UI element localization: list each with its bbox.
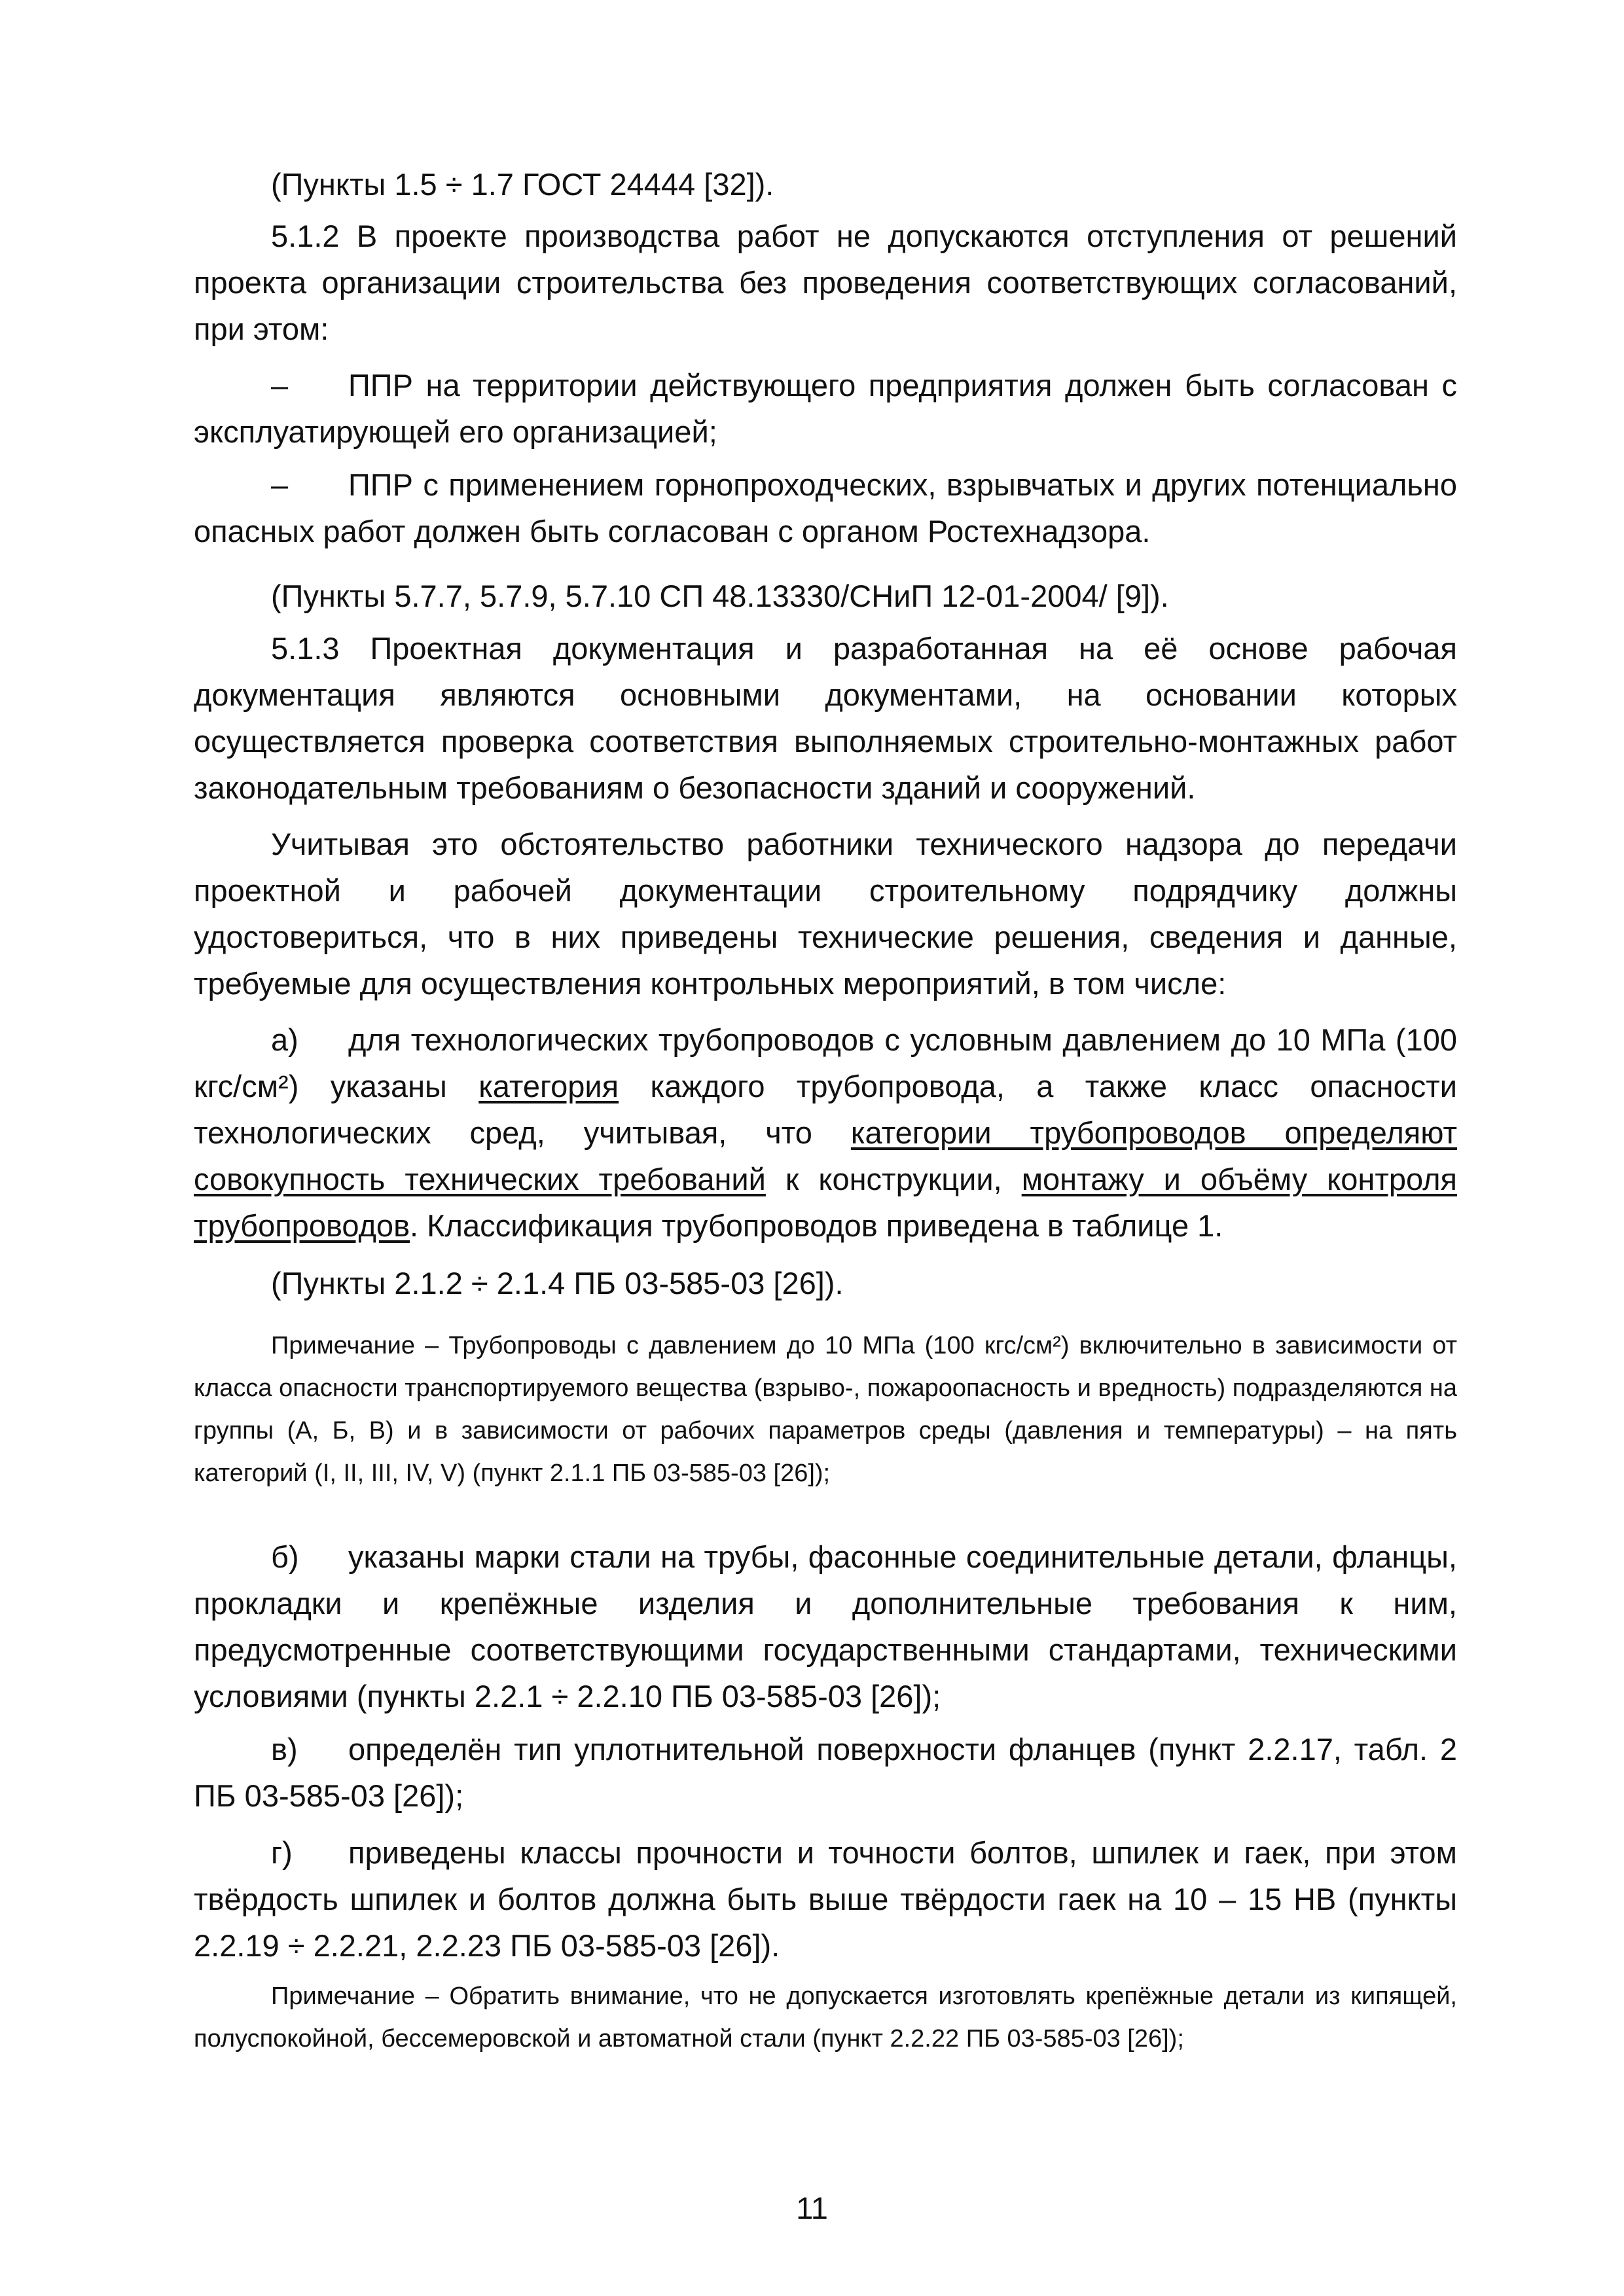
list-item-a-text-1: для технологических трубопроводов с условным давлением до 10 МПа (100 кгс/см²) указаны xyxy=(194,1022,1457,1103)
dash-item-text: ППР на территории действующего предприятия должен быть согласован с эксплуатирующей его организацией; xyxy=(194,368,1457,449)
paragraph-5-1-2: 5.1.2 В проекте производства работ не допускаются отступления от решений проекта организации строительства без проведения соответствующих согласований, при этом: xyxy=(194,219,1457,346)
reference-paragraph-1: (Пункты 1.5 ÷ 1.7 ГОСТ 24444 [32]). xyxy=(271,167,774,202)
note-1: Примечание – Трубопроводы с давлением до 10 МПа (100 кгс/см²) включительно в зависимости от класса опасности транспортируемого вещества (взрыво-, пожароопасность и вредность) подразделяются на группы (А, Б, В) и в зависимости от рабочих параметров среды (давления и температуры) – на пять категорий (I, II, III, IV, V) (пункт 2.1.1 ПБ 03-585-03 [26]); xyxy=(194,1332,1457,1487)
note-2: Примечание – Обратить внимание, что не допускается изготовлять крепёжные детали из кипящей, полуспокойной, бессемеровской и автоматной стали (пункт 2.2.22 ПБ 03-585-03 [26]); xyxy=(194,1982,1457,2053)
dash-marker: – xyxy=(271,467,289,502)
list-item-a xyxy=(194,1016,1457,1249)
dash-item-text: ППР с применением горнопроходческих, взрывчатых и других потенциально опасных работ должен быть согласован с органом Ростехнадзора. xyxy=(194,467,1457,548)
reference-paragraph-3: (Пункты 2.1.2 ÷ 2.1.4 ПБ 03-585-03 [26]). xyxy=(271,1266,844,1300)
list-item-b xyxy=(194,1534,1457,1719)
underlined-requirements: категории трубопроводов определяют совокупность технических требований xyxy=(194,1115,1457,1196)
list-marker-g: г) xyxy=(271,1835,293,1870)
page-number: 11 xyxy=(796,2191,828,2225)
reference-paragraph-2: (Пункты 5.7.7, 5.7.9, 5.7.10 СП 48.13330/СНиП 12-01-2004/ [9]). xyxy=(271,579,1169,613)
list-item-v xyxy=(194,1726,1457,1819)
list-item-a-text-3: к конструкции, xyxy=(765,1162,1022,1196)
underlined-category: категория xyxy=(478,1069,619,1103)
list-item-a-text-4: . Классификация трубопроводов приведена в таблице 1. xyxy=(410,1208,1223,1243)
paragraph-5-1-3: 5.1.3 Проектная документация и разработанная на её основе рабочая документация являются основными документами, на основании которых осуществляется проверка соответствия выполняемых строительно-монтажных работ законодательным требованиям о безопасности зданий и сооружений. xyxy=(194,631,1457,805)
list-item-g xyxy=(194,1829,1457,1969)
list-item-v-text: определён тип уплотнительной поверхности фланцев (пункт 2.2.17, табл. 2 ПБ 03-585-03 [26]); xyxy=(194,1732,1457,1813)
list-item-b-text: указаны марки стали на трубы, фасонные соединительные детали, фланцы, прокладки и крепёжные изделия и дополнительные требования к ним, предусмотренные соответствующими государственными стандартами, техническими условиями (пункты 2.2.1 ÷ 2.2.10 ПБ 03-585-03 [26]); xyxy=(194,1539,1457,1713)
dash-marker: – xyxy=(271,368,289,403)
list-marker-a: а) xyxy=(271,1022,298,1057)
list-item-g-text: приведены классы прочности и точности болтов, шпилек и гаек, при этом твёрдость шпилек и болтов должна быть выше твёрдости гаек на 10 – 15 НВ (пункты 2.2.19 ÷ 2.2.21, 2.2.23 ПБ 03-585-03 [26]). xyxy=(194,1835,1457,1963)
paragraph-considering: Учитывая это обстоятельство работники технического надзора до передачи проектной и рабочей документации строительному подрядчику должны удостовериться, что в них приведены технические решения, сведения и данные, требуемые для осуществления контрольных мероприятий, в том числе: xyxy=(194,827,1457,1001)
underlined-installation: монтажу и объёму контроля трубопроводов xyxy=(194,1162,1457,1243)
list-marker-v: в) xyxy=(271,1732,298,1767)
list-marker-b: б) xyxy=(271,1539,299,1574)
dash-item-1 xyxy=(194,362,1457,455)
dash-item-2 xyxy=(194,461,1457,554)
list-item-a-text-2: каждого трубопровода, а также класс опасности технологических сред, учитывая, что xyxy=(194,1069,1457,1150)
